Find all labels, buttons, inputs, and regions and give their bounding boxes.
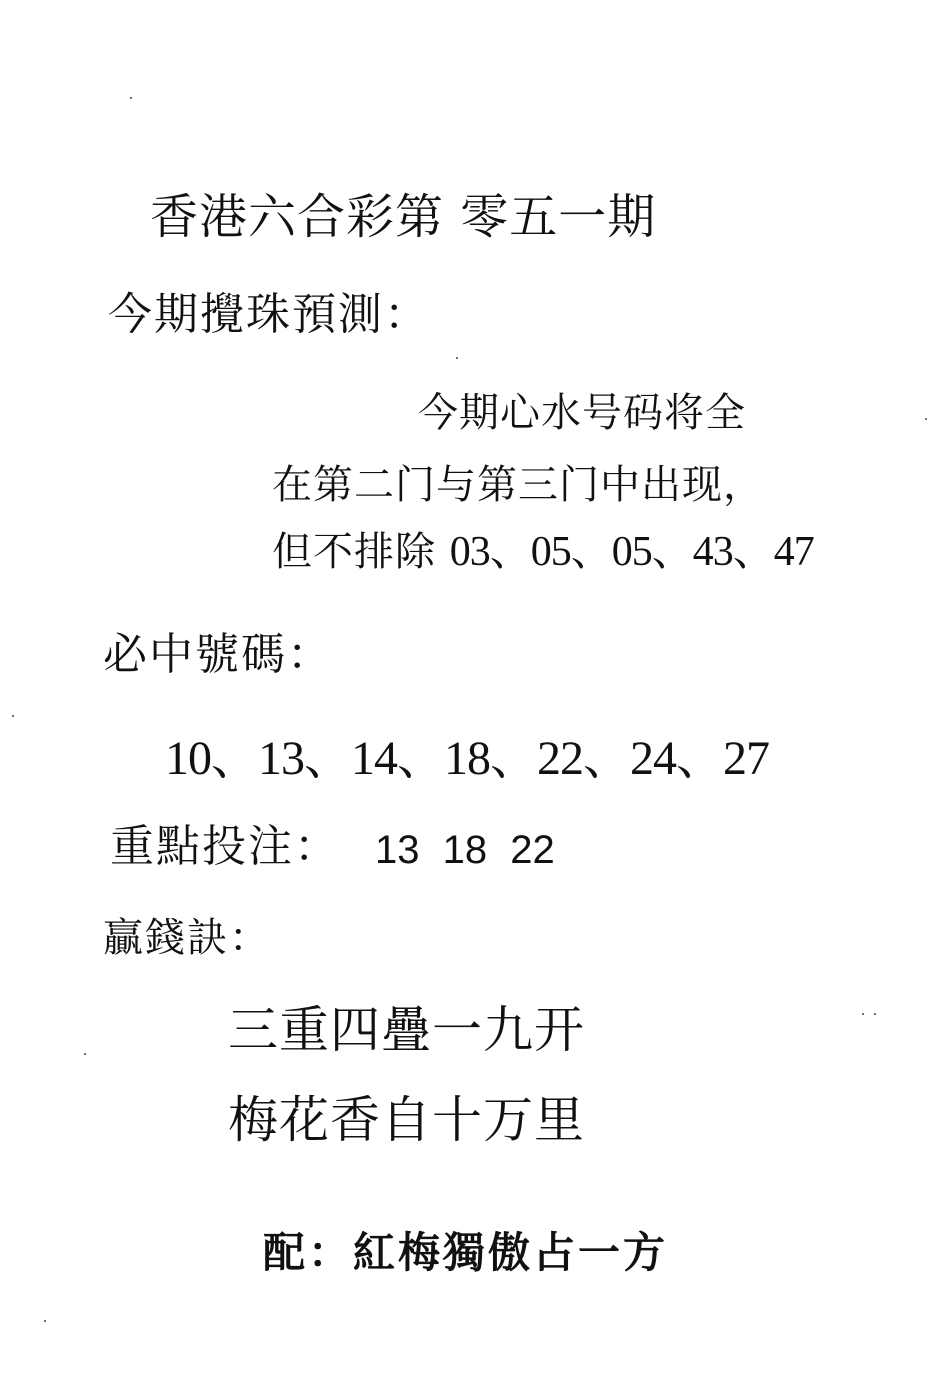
forecast-line-3 xyxy=(272,531,814,573)
secret-heading: 贏錢訣： xyxy=(103,915,271,961)
scan-speck xyxy=(925,418,927,420)
scan-speck xyxy=(862,1013,864,1015)
verse-line-1: 三重四疊一九开 xyxy=(228,1001,585,1059)
forecast-line-1: 今期心水号码将全 xyxy=(418,390,746,436)
forecast-line-2: 在第二门与第三门中出现， xyxy=(272,462,764,508)
forecast-line-3-prefix: 但不排除 xyxy=(272,529,450,575)
forecast-heading: 今期攪珠預測： xyxy=(108,289,430,340)
pairing-line: 配：紅梅獨傲占一方 xyxy=(263,1228,669,1277)
scan-speck xyxy=(84,1053,86,1055)
focus-numbers: 13 18 22 xyxy=(375,828,555,872)
verse-line-2: 梅花香自十万里 xyxy=(228,1091,585,1149)
page-title: 香港六合彩第 零五一期 xyxy=(150,189,657,245)
scan-speck xyxy=(130,97,132,99)
excluded-numbers: 03、05、05、43、47 xyxy=(449,529,814,575)
scan-speck xyxy=(44,1320,46,1322)
scan-speck xyxy=(874,1013,876,1015)
must-win-numbers: 10、13、14、18、22、24、27 xyxy=(165,732,770,785)
focus-heading: 重點投注： xyxy=(110,821,340,872)
must-win-heading: 必中號碼： xyxy=(103,629,333,680)
scan-speck xyxy=(456,357,458,359)
scan-speck xyxy=(12,715,14,717)
